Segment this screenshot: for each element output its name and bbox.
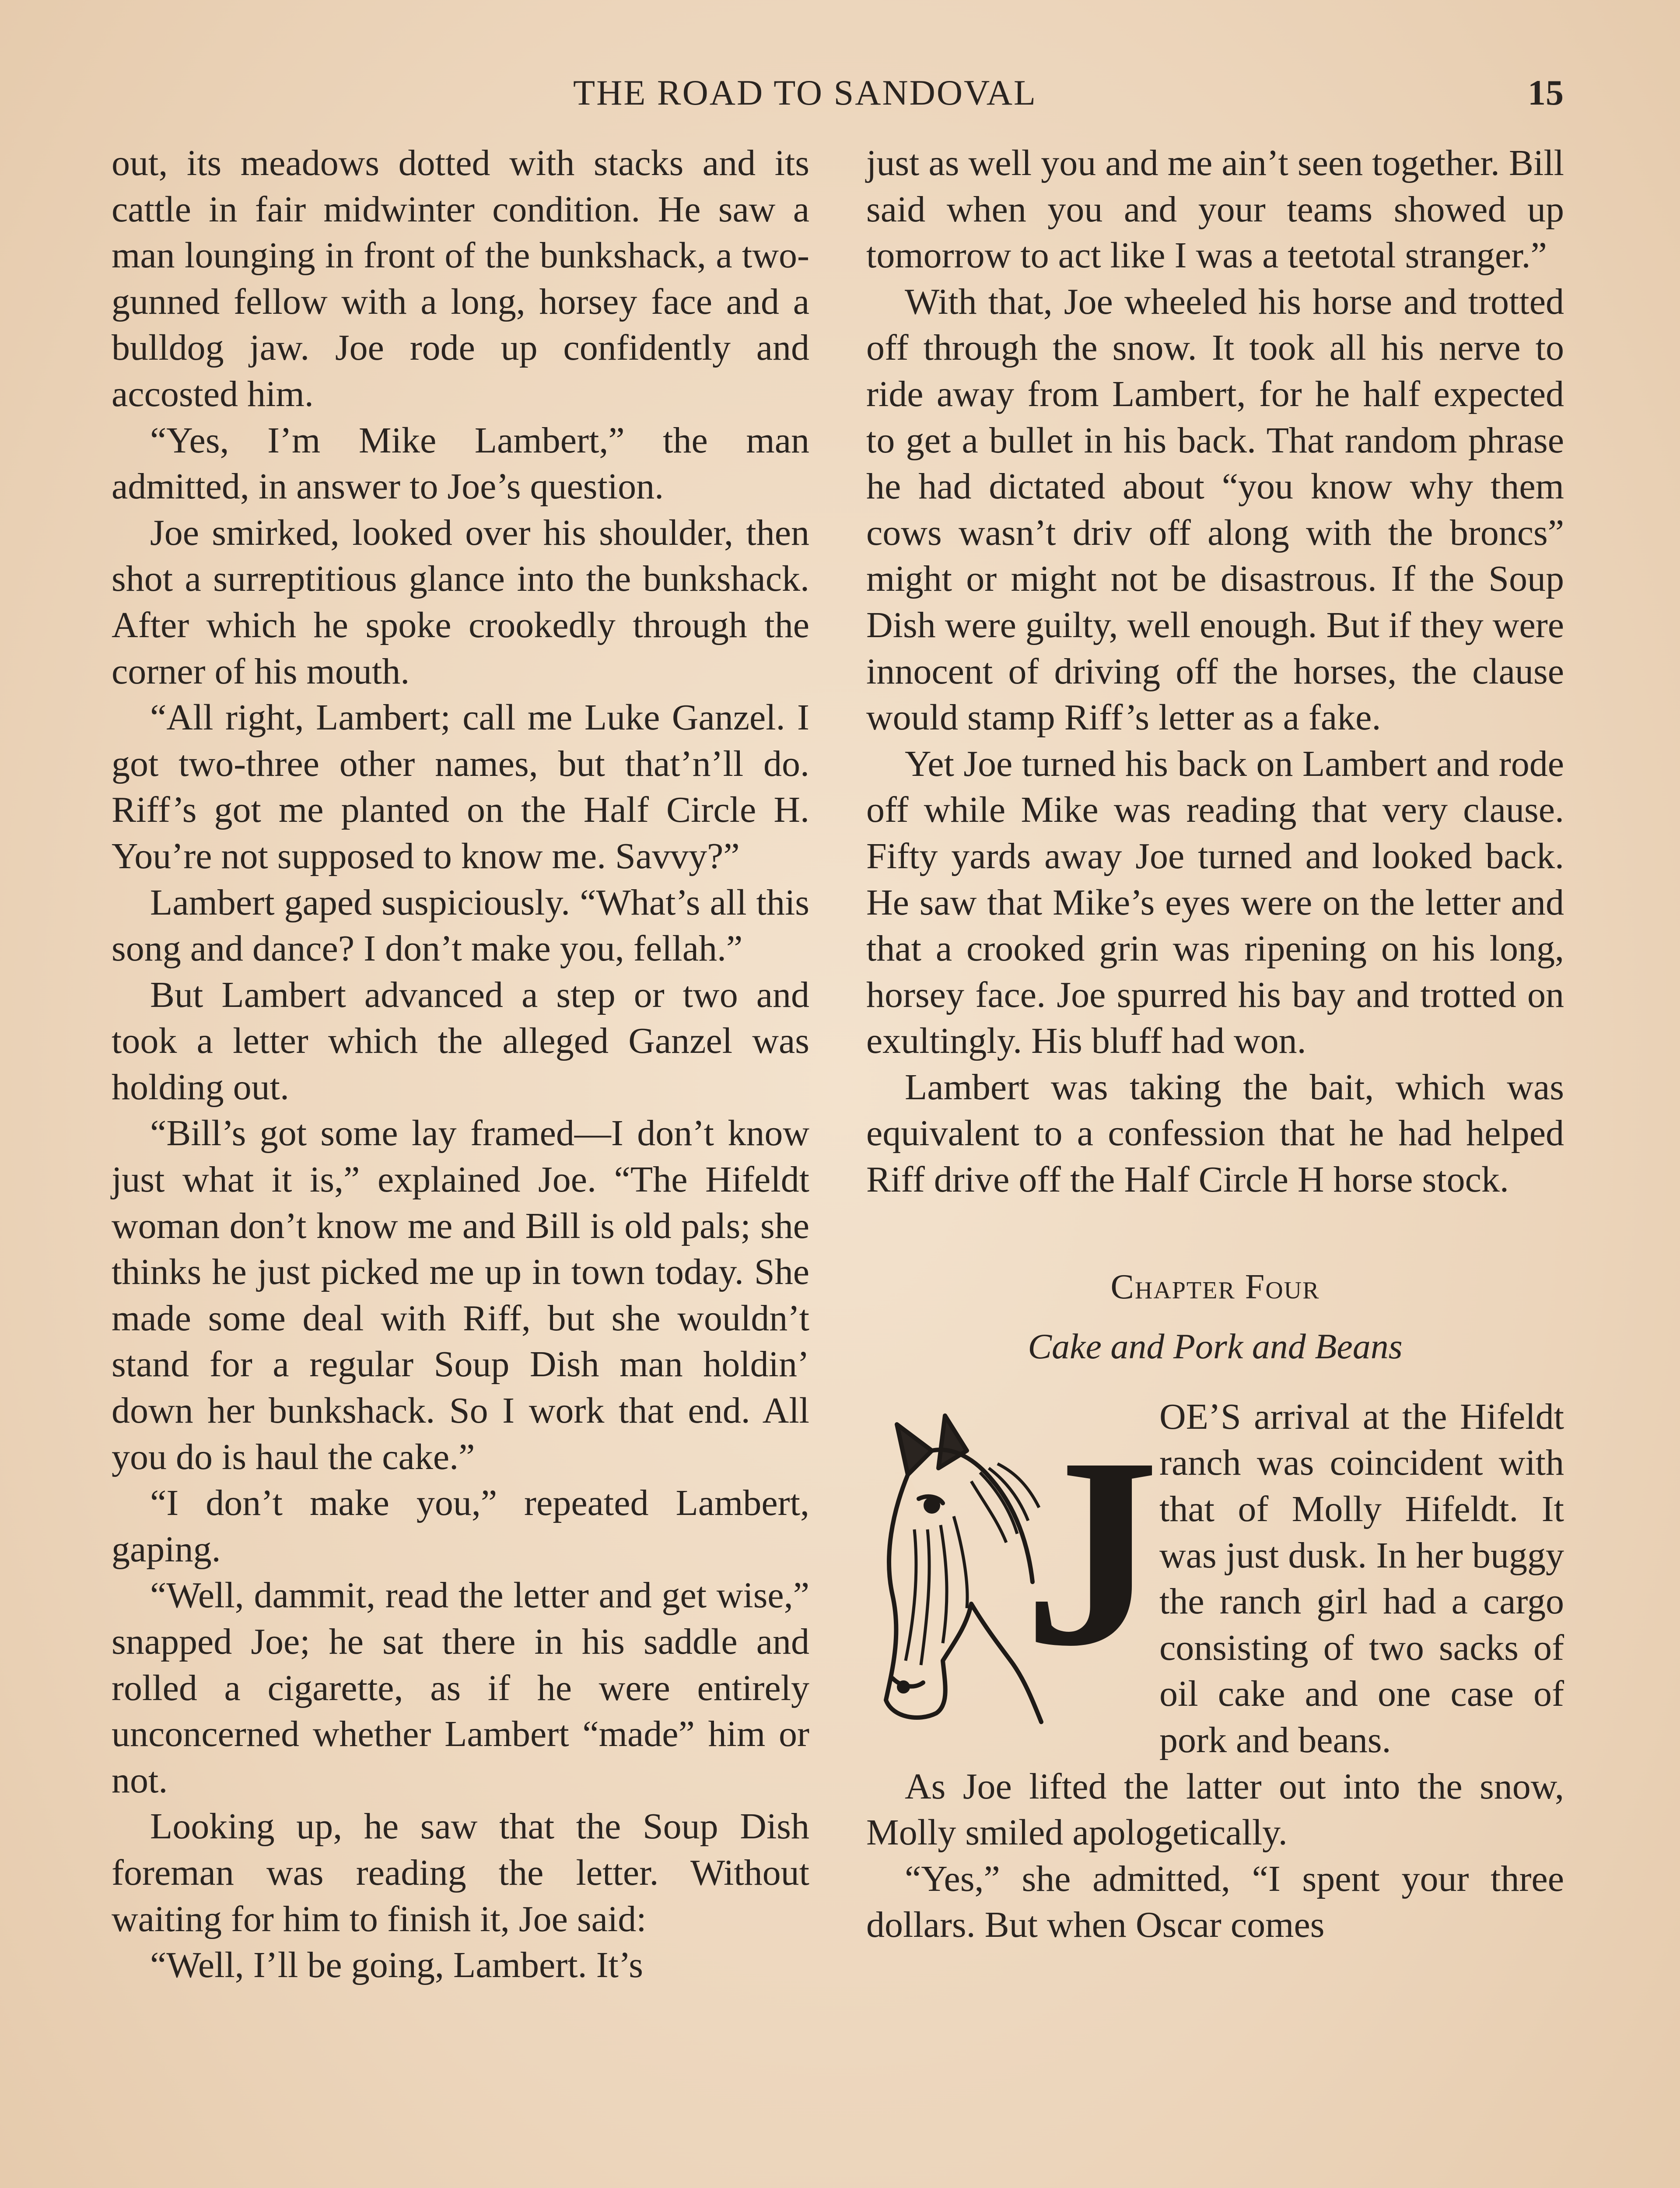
chapter-opening-text: OE’S arrival at the Hifeldt ranch was coincident with that of Molly Hifeldt. It was just dusk. In her buggy the ranch girl had a cargo consisting of two sacks of oil cake and one case of pork and beans. [1159, 1396, 1564, 1760]
paragraph: “Yes, I’m Mike Lambert,” the man admitted, in answer to Joe’s question. [112, 420, 809, 507]
paragraph: With that, Joe wheeled his horse and trotted off through the snow. It took all his nerve to ride away from Lambert, for he half expected to get a bullet in his back. That random phrase he had dictated about “you know why them cows wasn’t driv off along with the broncs” might or might not be disastrous. If the Soup Dish were guilty, well enough. But if they were innocent of driving off the horses, the clause would stamp Riff’s letter as a fake. [866, 281, 1564, 738]
paragraph: “Bill’s got some lay framed—I don’t know just what it is,” explained Joe. “The Hifeldt woman don’t know me and Bill is old pals; she thinks he just picked me up in town today. She made some deal with Riff, but she wouldn’t stand for a regular Soup Dish man holdin’ down her bunkshack. So I work that end. All you do is haul the cake.” [112, 1113, 809, 1477]
right-column [866, 140, 1564, 1948]
dropcap-letter: J [1024, 1402, 1155, 1702]
horse-head-dropcap-icon [866, 1398, 1155, 1731]
paragraph: “Well, dammit, read the letter and get wise,” snapped Joe; he sat there in his saddle and rolled a cigarette, as if he were entirely unconcerned whether Lambert “made” him or not. [112, 1575, 809, 1801]
paragraph: As Joe lifted the latter out into the snow, Molly smiled apologetically. [866, 1766, 1564, 1853]
paragraph: Joe smirked, looked over his shoulder, then shot a surreptitious glance into the bunkshack. After which he spoke crookedly through the corner of his mouth. [112, 512, 809, 692]
paragraph: “Well, I’ll be going, Lambert. It’s [150, 1945, 643, 1986]
paragraph: “I don’t make you,” repeated Lambert, gaping. [112, 1483, 809, 1570]
chapter-subtitle: Cake and Pork and Beans [1028, 1326, 1403, 1367]
paragraph: “Yes,” she admitted, “I spent your three dollars. But when Oscar comes [866, 1858, 1564, 1946]
paragraph: out, its meadows dotted with stacks and its cattle in fair midwinter condition. He saw a man lounging in front of the bunkshack, a two-gunned fellow with a long, horsey face and a bulldog jaw. Joe rode up confidently and accosted him. [112, 143, 809, 414]
running-title: THE ROAD TO SANDOVAL [573, 73, 1037, 112]
chapter-title: Chapter Four [1110, 1267, 1320, 1306]
paragraph: Looking up, he saw that the Soup Dish foreman was reading the letter. Without waiting for him to finish it, Joe said: [112, 1806, 809, 1939]
paragraph: But Lambert advanced a step or two and took a letter which the alleged Ganzel was holding out. [112, 974, 809, 1108]
chapter-opening [866, 1394, 1564, 1764]
paragraph: Lambert gaped suspiciously. “What’s all this song and dance? I don’t make you, fellah.” [112, 882, 809, 969]
paragraph: Yet Joe turned his back on Lambert and rode off while Mike was reading that very clause. Fifty yards away Joe turned and looked back. He saw that Mike’s eyes were on the letter and that a crooked grin was ripening on his long, horsey face. Joe spurred his bay and trotted on exultingly. His bluff had won. [866, 743, 1564, 1062]
left-column [112, 140, 809, 1988]
paragraph: “All right, Lambert; call me Luke Ganzel. I got two-three other names, but that’n’ll do. Riff’s got me planted on the Half Circle H. You’re not supposed to know me. Savvy?” [112, 697, 809, 877]
paragraph: just as well you and me ain’t seen together. Bill said when you and your teams showed up tomorrow to act like I was a teetotal stranger.” [866, 143, 1564, 276]
page-number: 15 [1528, 73, 1564, 112]
paragraph: Lambert was taking the bait, which was equivalent to a confession that he had helped Riff drive off the Half Circle H horse stock. [866, 1066, 1564, 1200]
